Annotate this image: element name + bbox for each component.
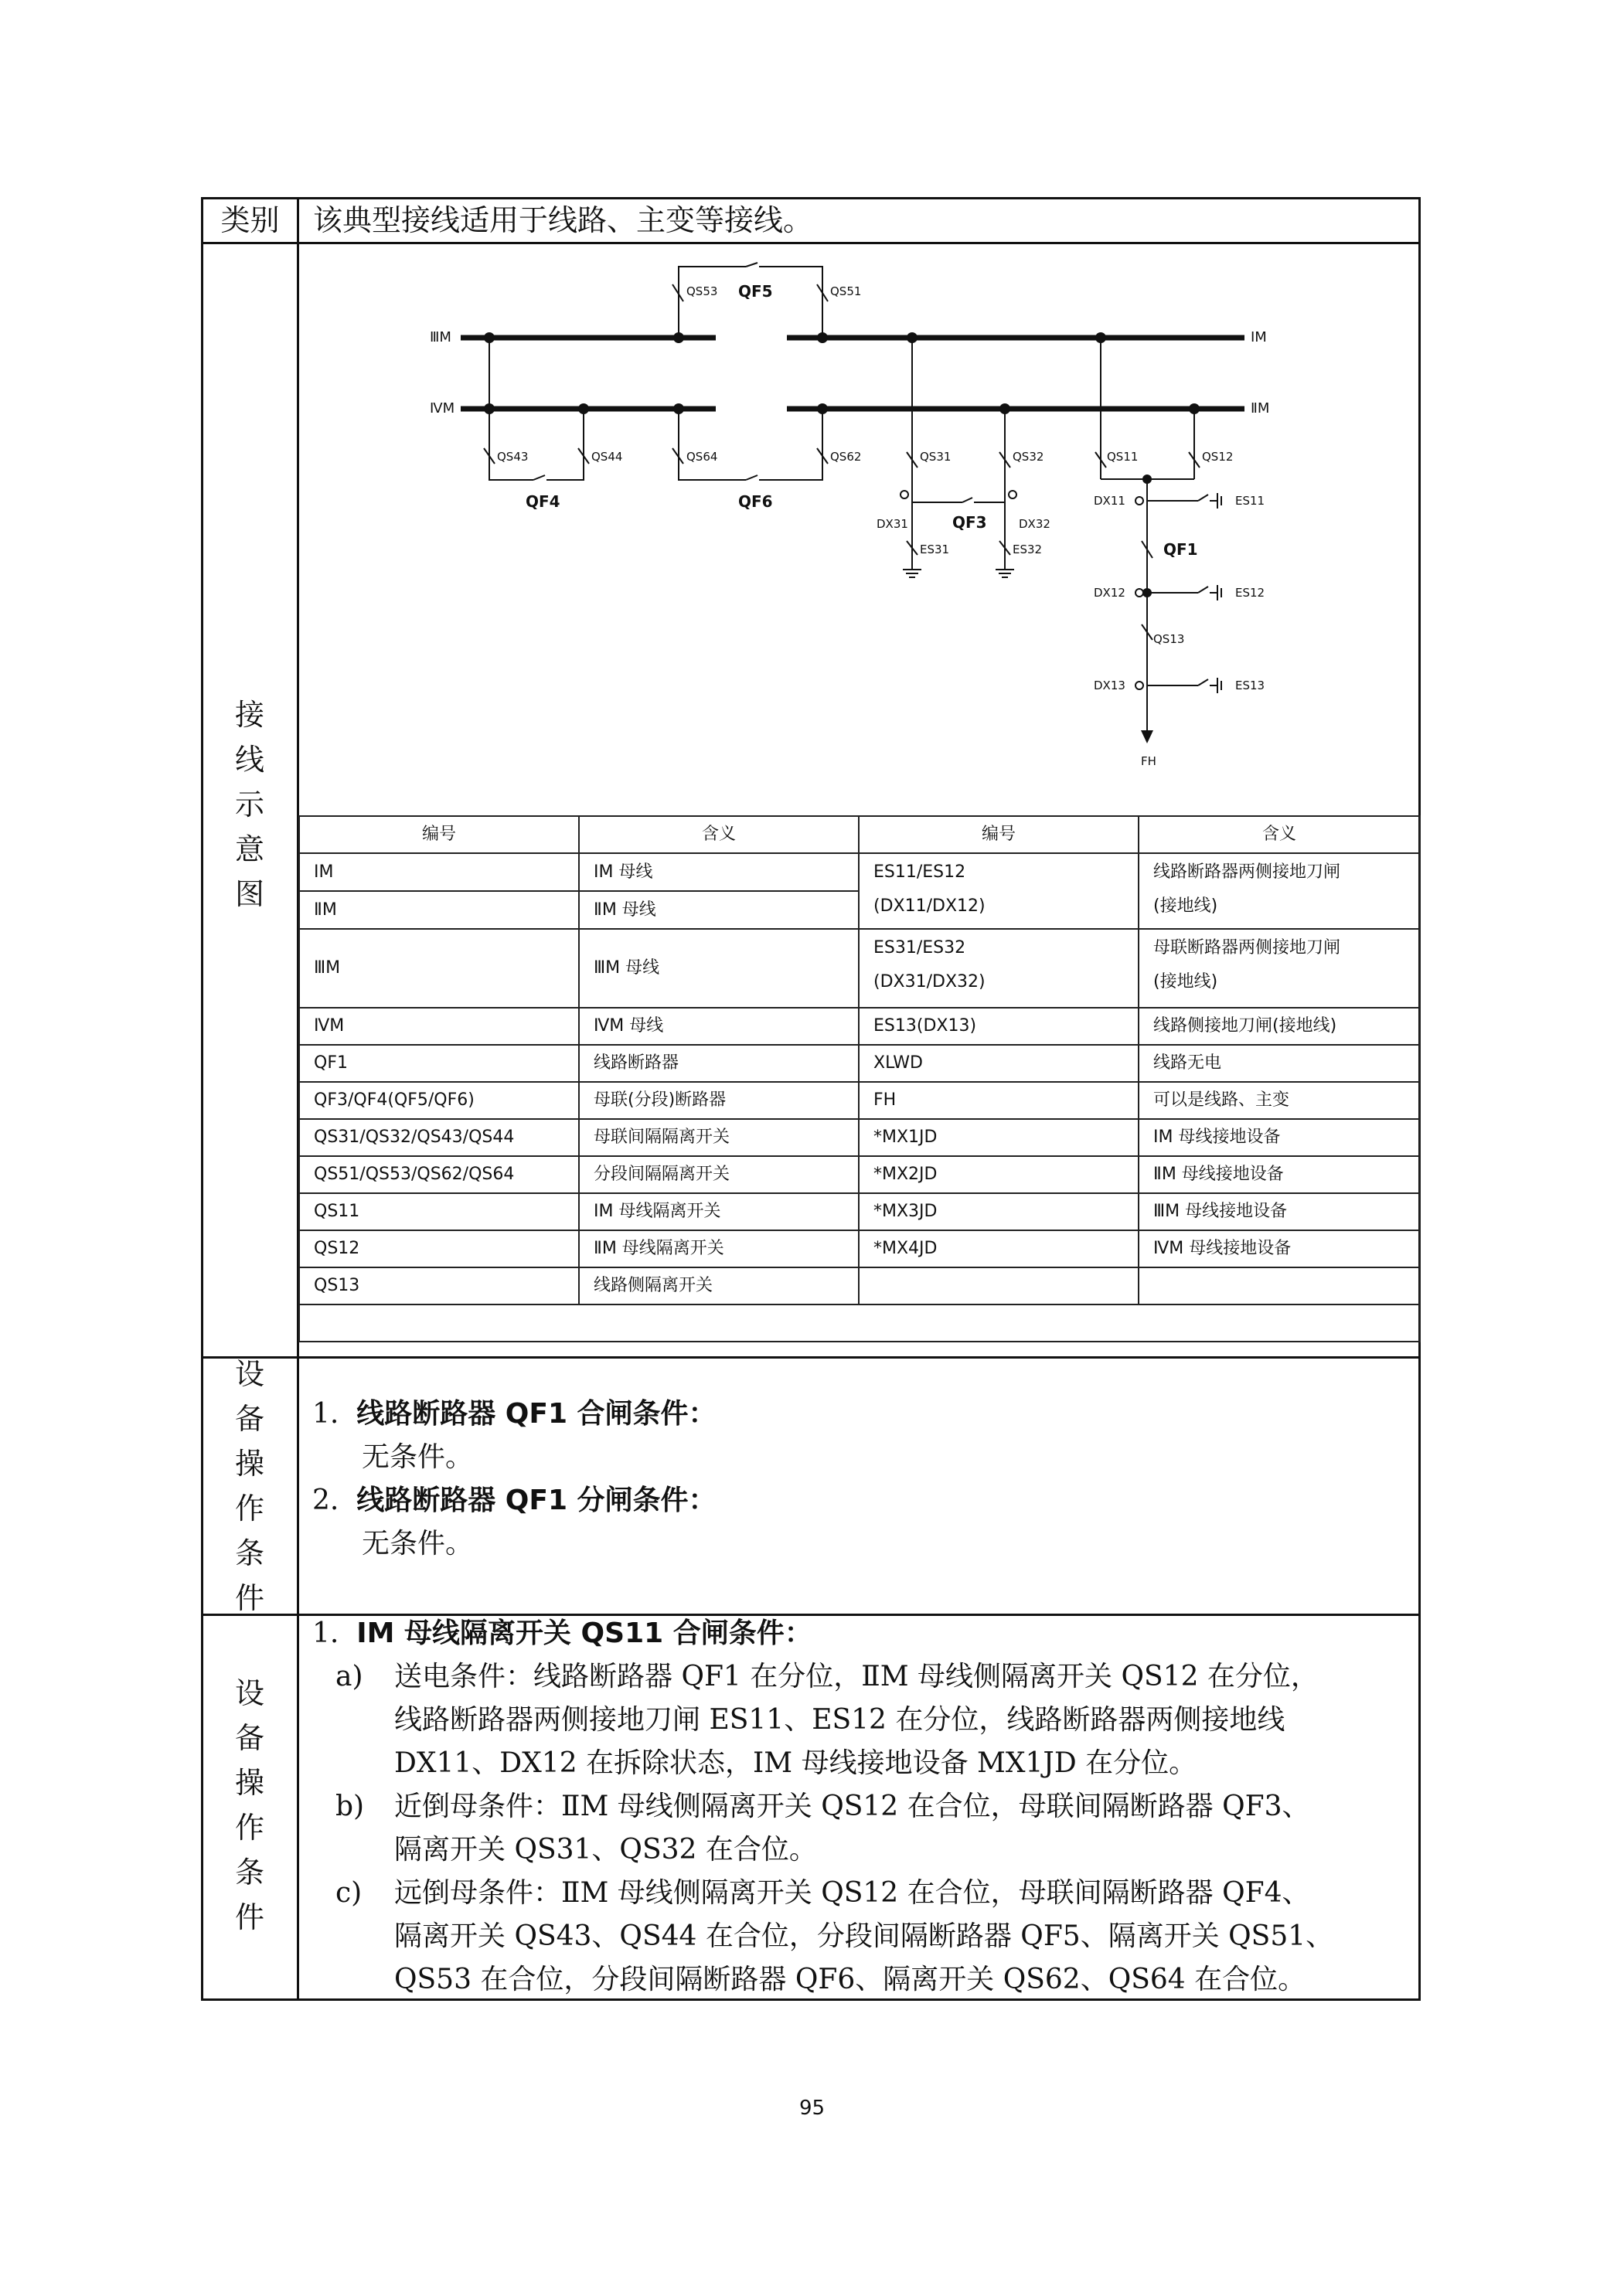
operation-conditions-label: 设 备 操 作 条 件 (234, 1357, 264, 1615)
bus-label-iim: ⅡM (1251, 400, 1270, 417)
legend-meaning: ⅠM 母线接地设备 (1139, 1119, 1420, 1156)
legend-code: FH (859, 1082, 1139, 1119)
bus-node (1142, 475, 1152, 484)
legend-meaning: 线路无电 (1139, 1045, 1420, 1082)
legend-empty-cell (299, 1304, 1420, 1342)
legend-code: *MX2JD (859, 1156, 1139, 1193)
label-es11: ES11 (1235, 494, 1265, 508)
qf5-bridge-line (759, 267, 822, 338)
legend-meaning: ⅡM 母线 (579, 891, 859, 929)
legend-code: QF1 (299, 1045, 579, 1082)
bus-label-im: ⅠM (1251, 329, 1267, 345)
legend-row (299, 929, 1420, 1008)
label-qs13: QS13 (1153, 632, 1185, 646)
label-qf3: QF3 (952, 513, 987, 532)
label-dx31: DX31 (877, 517, 908, 531)
legend-meaning: ⅣM 母线 (579, 1008, 859, 1045)
legend-row (299, 1119, 1420, 1156)
legend-header: 含义 (1139, 816, 1420, 853)
legend-code: XLWD (859, 1045, 1139, 1082)
legend-code: ES13(DX13) (859, 1008, 1139, 1045)
condition-body: 无条件。 (362, 1441, 474, 1473)
label-qf5: QF5 (738, 282, 773, 301)
condition-heading: 2. 线路断路器 QF1 分闸条件： (312, 1485, 717, 1516)
legend-code: ES11/ES12 (DX11/DX12) (859, 853, 1139, 929)
legend-code: QS31/QS32/QS43/QS44 (299, 1119, 579, 1156)
legend-meaning: ⅠM 母线 (579, 853, 859, 891)
legend-code: *MX3JD (859, 1193, 1139, 1230)
condition-heading: 1. ⅠM 母线隔离开关 QS11 合闸条件： (312, 1617, 812, 1649)
condition-item-a: a) 送电条件：线路断路器 QF1 在分位，ⅡM 母线侧隔离开关 QS12 在分位， 线路断路器两侧接地刀闸 ES11、ES12 在分位，线路断路器两侧接地线 DX11、DX12 在拆除状态，ⅠM 母线接地设备 MX1JD 在分位。 (335, 1661, 1319, 1779)
label-dx12: DX12 (1094, 586, 1125, 600)
qf1-conditions (312, 1393, 717, 1566)
bus-node (999, 403, 1010, 414)
dx13-symbol (1135, 682, 1143, 689)
bus-label-iiim: ⅢM (430, 329, 451, 345)
condition-item-b: b) 近倒母条件：ⅡM 母线侧隔离开关 QS12 在合位，母联间隔断路器 QF3、 隔离开关 QS31、QS32 在合位。 (335, 1791, 1310, 1866)
legend-row (299, 1193, 1420, 1230)
qf6-bridge-line (679, 409, 746, 480)
page-number: 95 (798, 2097, 826, 2120)
legend-meaning: ⅡM 母线接地设备 (1139, 1156, 1420, 1193)
label-qs62: QS62 (830, 450, 862, 464)
legend-meaning: 线路侧隔离开关 (579, 1267, 859, 1304)
legend-code: QF3/QF4(QF5/QF6) (299, 1082, 579, 1119)
bus-node (817, 403, 828, 414)
label-qs12: QS12 (1202, 450, 1234, 464)
legend-meaning: 线路断路器两侧接地刀闸 (接地线) (1139, 853, 1420, 929)
qf4-breaker (533, 475, 545, 480)
legend-meaning: 母联(分段)断路器 (579, 1082, 859, 1119)
bus-node (673, 332, 684, 343)
label-qs51: QS51 (830, 284, 862, 298)
legend-row (299, 853, 1420, 891)
label-qf4: QF4 (526, 492, 560, 511)
fh-arrow (1141, 730, 1153, 743)
dx11-symbol (1135, 497, 1143, 505)
legend-code: ⅢM (299, 929, 579, 1008)
condition-heading: 1. 线路断路器 QF1 合闸条件： (312, 1398, 717, 1430)
legend-meaning: 线路断路器 (579, 1045, 859, 1082)
legend-row (299, 1082, 1420, 1119)
label-qs44: QS44 (591, 450, 623, 464)
legend-code: QS11 (299, 1193, 579, 1230)
es12-switch (1198, 587, 1208, 593)
legend-code: ES31/ES32 (DX31/DX32) (859, 929, 1139, 1008)
legend-code: QS12 (299, 1230, 579, 1267)
label-es12: ES12 (1235, 586, 1265, 600)
legend-row (299, 1156, 1420, 1193)
bus-node (673, 403, 684, 414)
bus-node (1095, 332, 1106, 343)
table-border (201, 1356, 1421, 1359)
label-qs32: QS32 (1013, 450, 1044, 464)
legend-header: 编号 (299, 816, 579, 853)
legend-row (299, 1045, 1420, 1082)
legend-meaning (1139, 1267, 1420, 1304)
legend-meaning: ⅣM 母线接地设备 (1139, 1230, 1420, 1267)
legend-meaning: 母联断路器两侧接地刀闸 (接地线) (1139, 929, 1420, 1008)
bus-node (484, 332, 495, 343)
bus-node (578, 403, 589, 414)
legend-code: ⅡM (299, 891, 579, 929)
legend-table (298, 815, 1421, 1342)
label-es31: ES31 (920, 543, 950, 556)
condition-item-c: c) 远倒母条件：ⅡM 母线侧隔离开关 QS12 在合位，母联间隔断路器 QF4、 隔离开关 QS43、QS44 在合位，分段间隔断路器 QF5、隔离开关 QS51、 QS53 在合位，分段间隔断路器 QF6、隔离开关 QS62、QS64 在合位。 (335, 1877, 1334, 1995)
qs11-conditions (312, 1612, 1333, 2002)
legend-meaning: ⅡM 母线隔离开关 (579, 1230, 859, 1267)
qf3-breaker (962, 498, 972, 502)
bus-node (907, 332, 918, 343)
legend-header: 编号 (859, 816, 1139, 853)
legend-code: ⅣM (299, 1008, 579, 1045)
es13-switch (1198, 679, 1208, 685)
legend-meaning: ⅢM 母线接地设备 (1139, 1193, 1420, 1230)
label-qs43: QS43 (497, 450, 529, 464)
bus-label-ivm: ⅣM (430, 400, 455, 417)
label-qs11: QS11 (1107, 450, 1139, 464)
bus-node (1142, 588, 1152, 597)
qf6-bridge-line (759, 409, 822, 480)
category-text: 该典型接线适用于线路、主变等接线。 (313, 203, 813, 237)
qf5-bridge-line (679, 267, 746, 338)
legend-code (859, 1267, 1139, 1304)
category-label: 类别 (220, 203, 280, 237)
legend-header-row (299, 816, 1420, 853)
label-qf6: QF6 (738, 492, 773, 511)
label-qs53: QS53 (686, 284, 718, 298)
qf6-breaker (746, 475, 758, 480)
label-qf1: QF1 (1163, 540, 1198, 559)
legend-empty-row (299, 1304, 1420, 1342)
legend-meaning: 线路侧接地刀闸(接地线) (1139, 1008, 1420, 1045)
label-dx13: DX13 (1094, 679, 1125, 692)
legend-meaning: ⅠM 母线隔离开关 (579, 1193, 859, 1230)
legend-code: QS51/QS53/QS62/QS64 (299, 1156, 579, 1193)
legend-code: *MX4JD (859, 1230, 1139, 1267)
label-dx11: DX11 (1094, 494, 1125, 508)
label-qs64: QS64 (686, 450, 718, 464)
legend-row (299, 1267, 1420, 1304)
legend-meaning: 母联间隔隔离开关 (579, 1119, 859, 1156)
bus-node (817, 332, 828, 343)
legend-meaning: ⅢM 母线 (579, 929, 859, 1008)
legend-code: ⅠM (299, 853, 579, 891)
legend-meaning: 可以是线路、主变 (1139, 1082, 1420, 1119)
dx31-symbol (901, 491, 908, 498)
qf4-bridge-line (546, 409, 584, 480)
legend-code: QS13 (299, 1267, 579, 1304)
label-fh: FH (1141, 754, 1156, 768)
label-es13: ES13 (1235, 679, 1265, 692)
condition-body: 无条件。 (362, 1528, 474, 1560)
dx32-symbol (1009, 491, 1016, 498)
bus-node (1189, 403, 1200, 414)
operation-conditions-label: 设 备 操 作 条 件 (234, 1676, 264, 1934)
legend-meaning: 分段间隔隔离开关 (579, 1156, 859, 1193)
legend-row (299, 1008, 1420, 1045)
legend-row (299, 1230, 1420, 1267)
bus-node (484, 403, 495, 414)
dx12-symbol (1135, 589, 1143, 597)
qf5-breaker (746, 263, 758, 267)
label-es32: ES32 (1013, 543, 1043, 556)
es11-switch (1198, 495, 1208, 501)
diagram-section-label: 接 线 示 意 图 (234, 698, 264, 911)
wiring-diagram (0, 0, 1624, 811)
legend-header: 含义 (579, 816, 859, 853)
label-dx32: DX32 (1019, 517, 1050, 531)
label-qs31: QS31 (920, 450, 952, 464)
legend-code: *MX1JD (859, 1119, 1139, 1156)
